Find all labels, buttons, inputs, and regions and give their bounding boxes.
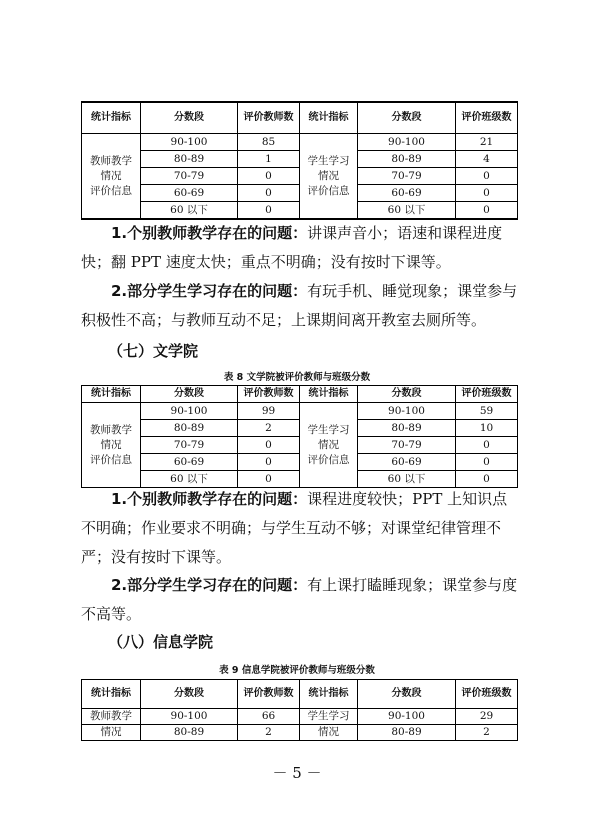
header-cell: 评价班级数: [456, 680, 518, 709]
count-cell: 2: [238, 420, 300, 437]
section-heading-7: （七）文学院: [108, 342, 199, 360]
score-range-cell: 90-100: [141, 403, 238, 420]
header-cell: 评价教师数: [238, 386, 300, 403]
group-line: 学生学习: [307, 154, 350, 167]
count-cell: 59: [456, 403, 518, 420]
header-cell: 分数段: [141, 386, 238, 403]
header-cell: 分数段: [141, 680, 238, 709]
score-range-cell: 90-100: [358, 134, 456, 151]
paragraph-teaching-issues-literature: [81, 485, 521, 572]
group-line: 情况: [100, 438, 122, 451]
header-cell: 评价教师数: [238, 680, 300, 709]
score-range-cell: 80-89: [141, 725, 238, 741]
paragraph-lead: 1.个别教师教学存在的问题：: [111, 490, 308, 508]
count-cell: 85: [238, 134, 300, 151]
paragraph-learning-issues-literature: [81, 571, 521, 629]
score-range-cell: 70-79: [358, 168, 456, 185]
score-range-cell: 70-79: [141, 437, 238, 454]
right-group-label: [300, 403, 358, 488]
right-group-label: [300, 134, 358, 220]
score-range-cell: 90-100: [141, 709, 238, 725]
header-cell: 统计指标: [82, 386, 141, 403]
header-cell: 统计指标: [82, 102, 141, 134]
group-line: 学生学习: [307, 423, 350, 436]
group-line: 评价信息: [307, 453, 350, 466]
score-range-cell: 80-89: [358, 151, 456, 168]
score-range-cell: 80-89: [358, 725, 456, 741]
left-group-label: [82, 403, 141, 488]
left-group-label: 情况: [82, 725, 141, 741]
table-8: [81, 385, 518, 488]
group-line: 评价信息: [90, 453, 132, 466]
group-line: 评价信息: [307, 184, 350, 197]
count-cell: 21: [456, 134, 518, 151]
table-row: [82, 134, 518, 151]
group-line: 情况: [100, 169, 122, 182]
count-cell: 1: [238, 151, 300, 168]
count-cell: 2: [456, 725, 518, 741]
group-line: 情况: [318, 169, 339, 182]
count-cell: 99: [238, 403, 300, 420]
paragraph-text: 有玩手机、睡觉现象；课堂参与积极性不高；与教师互动不足；上课期间离开教室去厕所等。: [81, 282, 518, 329]
count-cell: 0: [456, 437, 518, 454]
paragraph-lead: 2.部分学生学习存在的问题：: [111, 282, 308, 300]
count-cell: 10: [456, 420, 518, 437]
score-range-cell: 60 以下: [358, 202, 456, 220]
score-range-cell: 70-79: [358, 437, 456, 454]
count-cell: 0: [238, 202, 300, 220]
score-range-cell: 90-100: [358, 403, 456, 420]
score-range-cell: 60-69: [358, 454, 456, 471]
paragraph-text: 讲课声音小；语速和课程进度快；翻 PPT 速度太快；重点不明确；没有按时下课等。: [81, 224, 503, 271]
page-number: － 5 －: [272, 764, 322, 782]
right-group-label: 学生学习: [300, 709, 358, 725]
count-cell: 0: [238, 185, 300, 202]
count-cell: 0: [238, 471, 300, 488]
header-cell: 分数段: [141, 102, 238, 134]
header-cell: 评价教师数: [238, 102, 300, 134]
paragraph-text: 有上课打瞌睡现象；课堂参与度不高等。: [81, 576, 518, 623]
group-line: 情况: [318, 438, 339, 451]
score-range-cell: 60-69: [141, 185, 238, 202]
group-line: 教师教学: [90, 423, 132, 436]
table-9: [81, 679, 518, 741]
header-cell: 分数段: [358, 680, 456, 709]
header-cell: 统计指标: [300, 102, 358, 134]
table-row: [82, 709, 518, 725]
table-1-header-row: [82, 102, 518, 134]
count-cell: 2: [238, 725, 300, 741]
score-range-cell: 60 以下: [358, 471, 456, 488]
paragraph-lead: 1.个别教师教学存在的问题：: [111, 224, 308, 242]
paragraph-learning-issues: [81, 277, 521, 335]
header-cell: 统计指标: [300, 386, 358, 403]
table-caption-8: 表 8 文学院被评价教师与班级分数: [223, 372, 371, 383]
paragraph-lead: 2.部分学生学习存在的问题：: [111, 576, 308, 594]
paragraph-text: 课程进度较快；PPT 上知识点不明确；作业要求不明确；与学生互动不够；对课堂纪律管理不严；没有按时下课等。: [81, 490, 508, 566]
table-row: [82, 725, 518, 741]
table-caption-9: 表 9 信息学院被评价教师与班级分数: [219, 665, 375, 676]
score-range-cell: 60-69: [358, 185, 456, 202]
table-9-header-row: [82, 680, 518, 709]
section-heading-8: （八）信息学院: [108, 633, 214, 651]
header-cell: 评价班级数: [456, 102, 518, 134]
score-range-cell: 80-89: [141, 151, 238, 168]
count-cell: 0: [456, 202, 518, 220]
score-range-cell: 60 以下: [141, 471, 238, 488]
score-range-cell: 80-89: [358, 420, 456, 437]
count-cell: 0: [456, 454, 518, 471]
paragraph-teaching-issues: [81, 219, 521, 277]
count-cell: 66: [238, 709, 300, 725]
score-range-cell: 90-100: [358, 709, 456, 725]
score-range-cell: 60 以下: [141, 202, 238, 220]
table-row: [82, 403, 518, 420]
header-cell: 分数段: [358, 386, 456, 403]
count-cell: 0: [238, 454, 300, 471]
group-line: 评价信息: [90, 184, 132, 197]
score-range-cell: 60-69: [141, 454, 238, 471]
count-cell: 0: [456, 168, 518, 185]
table-1: [81, 101, 518, 220]
count-cell: 0: [456, 185, 518, 202]
count-cell: 0: [456, 471, 518, 488]
score-range-cell: 80-89: [141, 420, 238, 437]
header-cell: 统计指标: [82, 680, 141, 709]
table-8-header-row: [82, 386, 518, 403]
count-cell: 4: [456, 151, 518, 168]
count-cell: 0: [238, 168, 300, 185]
header-cell: 分数段: [358, 102, 456, 134]
score-range-cell: 90-100: [141, 134, 238, 151]
left-group-label: [82, 134, 141, 220]
score-range-cell: 70-79: [141, 168, 238, 185]
right-group-label: 情况: [300, 725, 358, 741]
left-group-label: 教师教学: [82, 709, 141, 725]
group-line: 教师教学: [90, 154, 132, 167]
count-cell: 0: [238, 437, 300, 454]
header-cell: 统计指标: [300, 680, 358, 709]
header-cell: 评价班级数: [456, 386, 518, 403]
count-cell: 29: [456, 709, 518, 725]
